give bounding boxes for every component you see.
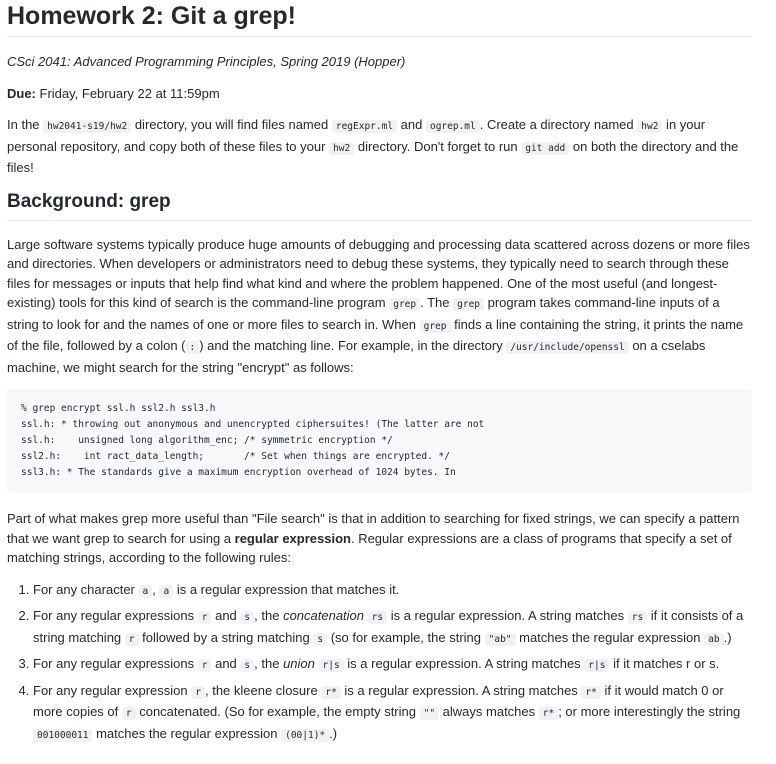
- list-item: 2. For any regular expressions r and s , the concatenation rs is a regular expression. A string matches rs if it consists of a string matching r followed by a string matching s (so for example, the string "ab" matches the regular expression ab .): [33, 606, 752, 649]
- section-heading-background: Background: grep: [7, 190, 752, 221]
- background-paragraph: Large software systems typically produce huge amounts of debugging and processing data scattered across dozens or more files and directories. When developers or administrators need to debug these systems, they typically need to search through these files for messages or inputs that help find what kind and where the problem happened. One of the most useful (and longest-existing) tools for this kind of search is the command-line program grep . The grep program takes command-line inputs of a string to look for and the names of one or more files to search in. When grep finds a line containing the string, it prints the name of the file, followed by a colon ( : ) and the matching line. For example, in the directory /usr/include/openssl on a cselabs machine, we might search for the string "encrypt" as follows:: [7, 236, 750, 375]
- inline-code: regExpr.ml: [332, 120, 397, 133]
- inline-code: ogrep.ml: [426, 120, 480, 133]
- page-title: Homework 2: Git a grep!: [7, 0, 752, 37]
- inline-code: hw2041-s19/hw2: [43, 120, 131, 133]
- bold-term: regular expression: [234, 530, 351, 546]
- list-item: 1. For any character a , a is a regular expression that matches it.: [33, 580, 752, 602]
- inline-code: git add: [521, 142, 569, 155]
- inline-code: :: [186, 341, 200, 354]
- list-item: 4. For any regular expression r , the kleene closure r* is a regular expression. A string matches r* if it would match 0 or more copies of r concatenated. (So for example, the empty string "" always matches r* ; or more interestingly the string 001000011 matches the regular expression (00|1)* .): [33, 681, 752, 746]
- inline-code: hw2: [329, 142, 354, 155]
- due-label: Due:: [7, 85, 36, 101]
- inline-code: grep: [420, 320, 451, 333]
- course-info: CSci 2041: Advanced Programming Principles, Spring 2019 (Hopper): [7, 54, 406, 69]
- regex-intro-paragraph: Part of what makes grep more useful than "File search" is that in addition to searching for fixed strings, we can specify a pattern that we want grep to search for using a regular expression. Regular expressions are a class of programs that specify a set of matching strings, according to the following rules:: [7, 511, 740, 565]
- intro-paragraph: In the hw2041-s19/hw2 directory, you will find files named regExpr.ml and ogrep.ml . Create a directory named hw2 in your personal repository, and copy both of these files to your hw2 directory. Don't forget to run git add on both the directory and the files!: [7, 117, 739, 175]
- code-block: % grep encrypt ssl.h ssl2.h ssl3.h ssl.h: * throwing out anonymous and unencrypted ciphersuites! (The latter are not ssl.h: unsigned long algorithm_enc; /* symmetric encryption */ ssl2.h: int ract_data_length; /* Set when things are encrypted. */ ssl3.h: * The standards give a maximum encryption overhead of 1024 bytes. In: [7, 389, 752, 493]
- due-value: Friday, February 22 at 11:59pm: [35, 85, 220, 101]
- rules-list: [7, 580, 752, 746]
- inline-code: /usr/include/openssl: [506, 341, 628, 354]
- inline-code: grep: [453, 298, 484, 311]
- inline-code: grep: [389, 298, 420, 311]
- inline-code: hw2: [637, 120, 662, 133]
- due-date: [7, 84, 752, 104]
- list-item: 3. For any regular expressions r and s , the union r|s is a regular expression. A string matches r|s if it matches r or s.: [33, 654, 752, 676]
